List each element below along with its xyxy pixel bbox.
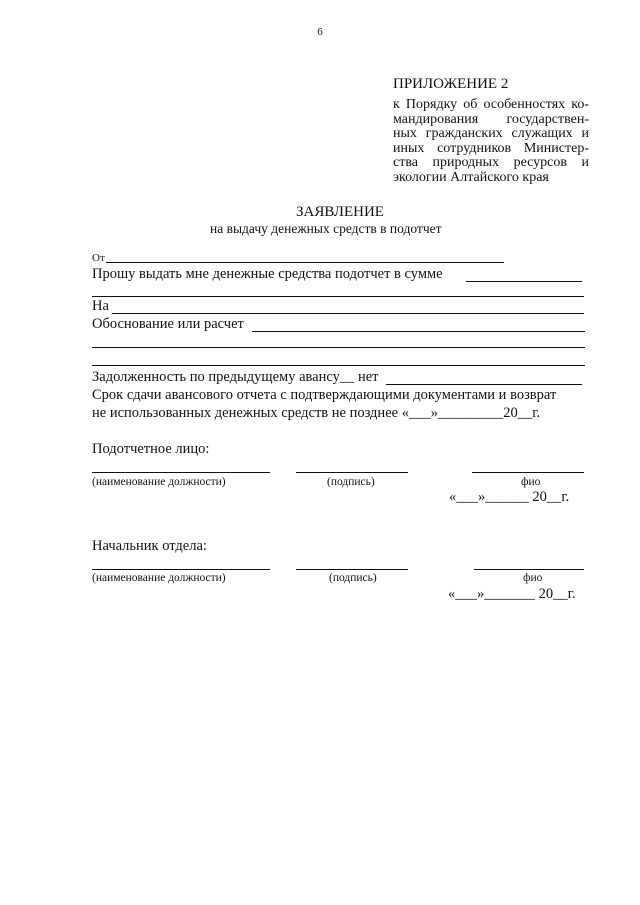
debt-text: Задолженность по предыдущему авансу__ нет — [92, 369, 379, 385]
from-label: От — [92, 252, 105, 264]
position-caption: (наименование должности) — [92, 476, 226, 488]
basis-label: Обоснование или расчет — [92, 316, 244, 332]
appendix-line: ных гражданских служащих и — [393, 126, 589, 142]
debt-field[interactable] — [386, 384, 582, 385]
accountable-position-field[interactable] — [92, 472, 270, 473]
position-caption: (наименование должности) — [92, 572, 226, 584]
appendix-reference — [393, 98, 589, 186]
request-text: Прошу выдать мне денежные средства подотчет в сумме — [92, 266, 443, 282]
amount-field[interactable] — [466, 281, 582, 282]
appendix-title: ПРИЛОЖЕНИЕ 2 — [393, 76, 509, 92]
signature-caption: (подпись) — [329, 572, 377, 584]
purpose-label: На — [92, 298, 109, 314]
from-field[interactable] — [106, 262, 504, 263]
form-title: ЗАЯВЛЕНИЕ — [296, 204, 384, 220]
basis-field-3[interactable] — [92, 365, 585, 366]
page-number: 6 — [317, 26, 323, 38]
name-caption: фио — [521, 476, 541, 488]
accountable-date: «___»______ 20__г. — [449, 489, 570, 505]
accountable-person-label: Подотчетное лицо: — [92, 441, 210, 457]
accountable-name-field[interactable] — [472, 472, 584, 473]
department-head-label: Начальник отдела: — [92, 538, 207, 554]
deadline-date-text: не использованных денежных средств не позднее «___»_________20__г. — [92, 405, 541, 421]
head-signature-field[interactable] — [296, 569, 408, 570]
purpose-field[interactable] — [112, 313, 584, 314]
head-name-field[interactable] — [474, 569, 584, 570]
signature-caption: (подпись) — [327, 476, 375, 488]
accountable-signature-field[interactable] — [296, 472, 408, 473]
name-caption: фио — [523, 572, 543, 584]
basis-field-2[interactable] — [92, 347, 585, 348]
head-date: «___»_______ 20__г. — [448, 586, 576, 602]
appendix-line: иных сотрудников Министер- — [393, 140, 589, 156]
form-subtitle: на выдачу денежных средств в подотчет — [210, 221, 442, 236]
appendix-line: к Порядку об особенностях ко- — [393, 97, 589, 112]
appendix-line: ства природных ресурсов и — [393, 155, 589, 171]
appendix-line: экологии Алтайского края — [393, 169, 549, 185]
basis-field[interactable] — [252, 331, 585, 332]
amount-continuation-field[interactable] — [92, 296, 584, 297]
appendix-line: мандирования государствен- — [393, 111, 589, 127]
head-position-field[interactable] — [92, 569, 270, 570]
deadline-text: Срок сдачи авансового отчета с подтверждающими документами и возврат — [92, 387, 557, 403]
